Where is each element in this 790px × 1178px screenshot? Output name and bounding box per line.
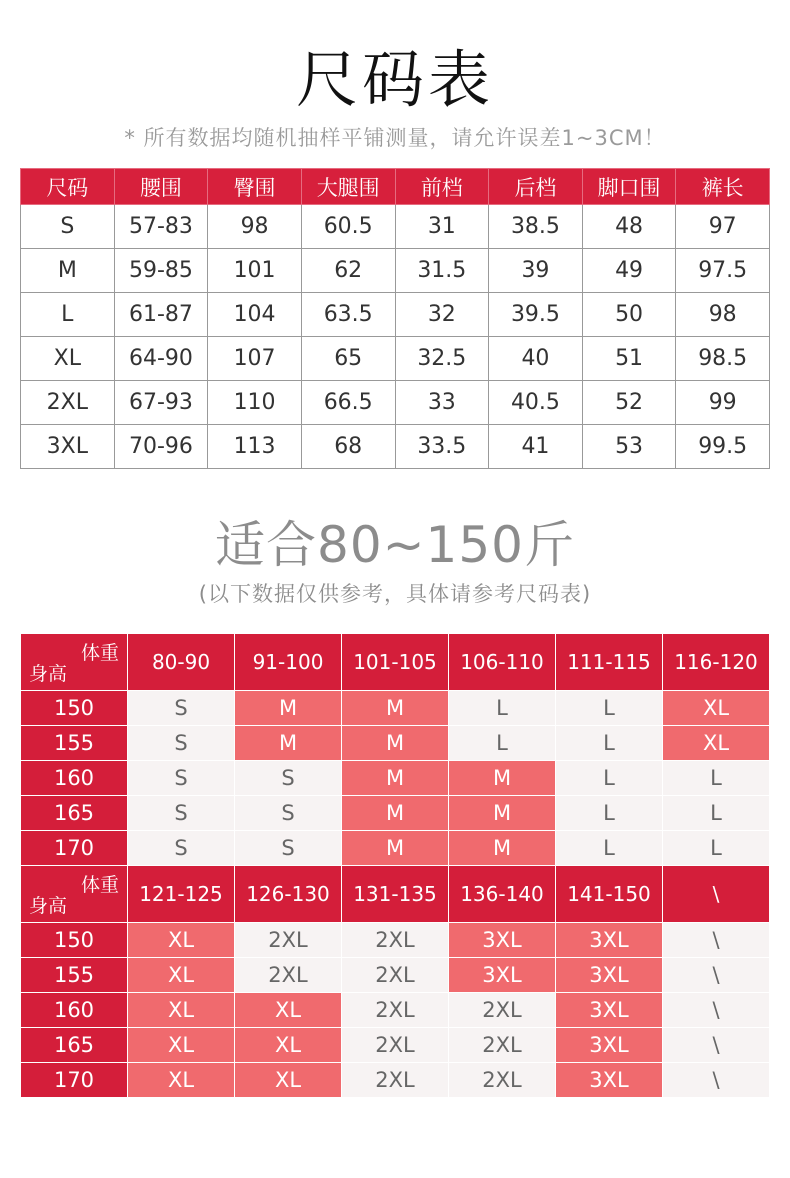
weight-header-row [21, 866, 770, 923]
height-cell: 170 [21, 831, 128, 866]
size-value-cell: 60.5 [301, 205, 395, 249]
size-row [21, 293, 770, 337]
size-value-cell: 40.5 [489, 381, 583, 425]
recommended-size-cell: 3XL [556, 1028, 663, 1063]
size-value-cell: 33.5 [395, 425, 489, 469]
size-label-cell: S [21, 205, 115, 249]
recommended-size-cell: \ [663, 1063, 770, 1098]
recommended-size-cell: 2XL [449, 1028, 556, 1063]
size-chart-header-row [21, 169, 770, 205]
height-row [21, 958, 770, 993]
recommended-size-cell: S [128, 796, 235, 831]
size-value-cell: 33 [395, 381, 489, 425]
size-value-cell: 98.5 [676, 337, 770, 381]
weight-range-header: 111-115 [556, 634, 663, 691]
recommended-size-cell: \ [663, 1028, 770, 1063]
size-value-cell: 61-87 [114, 293, 208, 337]
recommended-size-cell: 2XL [235, 923, 342, 958]
height-axis-label: 身高 [29, 663, 68, 685]
recommended-size-cell: 2XL [342, 1028, 449, 1063]
recommended-size-cell: 3XL [556, 923, 663, 958]
recommended-size-cell: XL [128, 993, 235, 1028]
recommended-size-cell: S [128, 726, 235, 761]
recommended-size-cell: S [128, 831, 235, 866]
weight-axis-label: 体重 [80, 642, 119, 664]
recommended-size-cell: S [235, 796, 342, 831]
header-cell: 臀围 [208, 169, 302, 205]
recommended-size-cell: XL [663, 691, 770, 726]
size-value-cell: 48 [582, 205, 676, 249]
size-value-cell: 67-93 [114, 381, 208, 425]
measurement-note: * 所有数据均随机抽样平铺测量，请允许误差1~3CM！ [124, 126, 666, 150]
size-chart-body [21, 205, 770, 469]
recommended-size-cell: L [556, 726, 663, 761]
height-row [21, 923, 770, 958]
header-cell: 裤长 [676, 169, 770, 205]
weight-range-header: 91-100 [235, 634, 342, 691]
recommended-size-cell: M [342, 691, 449, 726]
size-row [21, 381, 770, 425]
size-value-cell: 62 [301, 249, 395, 293]
size-value-cell: 68 [301, 425, 395, 469]
header-cell: 大腿围 [301, 169, 395, 205]
size-label-cell: M [21, 249, 115, 293]
size-value-cell: 39 [489, 249, 583, 293]
height-row [21, 831, 770, 866]
recommended-size-cell: 2XL [449, 993, 556, 1028]
size-value-cell: 39.5 [489, 293, 583, 337]
height-cell: 150 [21, 923, 128, 958]
height-row [21, 761, 770, 796]
recommendation-table [20, 633, 770, 1098]
size-value-cell: 38.5 [489, 205, 583, 249]
recommended-size-cell: \ [663, 958, 770, 993]
weight-range-headline: 适合80~150斤 [215, 516, 575, 574]
size-value-cell: 66.5 [301, 381, 395, 425]
size-value-cell: 51 [582, 337, 676, 381]
recommendation-body [21, 634, 770, 1098]
height-axis-label: 身高 [29, 895, 68, 917]
size-value-cell: 52 [582, 381, 676, 425]
recommended-size-cell: M [449, 796, 556, 831]
height-cell: 170 [21, 1063, 128, 1098]
recommended-size-cell: L [556, 831, 663, 866]
size-value-cell: 99.5 [676, 425, 770, 469]
size-value-cell: 63.5 [301, 293, 395, 337]
size-row [21, 337, 770, 381]
recommended-size-cell: L [663, 831, 770, 866]
recommended-size-cell: L [449, 726, 556, 761]
weight-axis-label: 体重 [80, 874, 119, 896]
size-label-cell: XL [21, 337, 115, 381]
recommended-size-cell: M [449, 831, 556, 866]
height-cell: 160 [21, 993, 128, 1028]
size-label-cell: 2XL [21, 381, 115, 425]
recommended-size-cell: 3XL [449, 923, 556, 958]
recommended-size-cell: S [235, 831, 342, 866]
header-cell: 后档 [489, 169, 583, 205]
height-row [21, 726, 770, 761]
weight-range-header: 131-135 [342, 866, 449, 923]
recommended-size-cell: 3XL [556, 958, 663, 993]
weight-range-header: 141-150 [556, 866, 663, 923]
recommended-size-cell: XL [128, 923, 235, 958]
size-chart-table [20, 168, 770, 469]
recommended-size-cell: L [663, 761, 770, 796]
recommended-size-cell: XL [128, 1028, 235, 1063]
recommended-size-cell: XL [128, 1063, 235, 1098]
size-value-cell: 41 [489, 425, 583, 469]
weight-range-header: 126-130 [235, 866, 342, 923]
size-value-cell: 32.5 [395, 337, 489, 381]
reference-note: (以下数据仅供参考，具体请参考尺码表) [198, 582, 592, 606]
weight-range-header: \ [663, 866, 770, 923]
recommended-size-cell: XL [235, 1063, 342, 1098]
weight-range-header: 106-110 [449, 634, 556, 691]
height-cell: 165 [21, 1028, 128, 1063]
recommended-size-cell: L [556, 761, 663, 796]
height-cell: 150 [21, 691, 128, 726]
recommended-size-cell: XL [235, 993, 342, 1028]
recommended-size-cell: L [663, 796, 770, 831]
header-cell: 尺码 [21, 169, 115, 205]
weight-range-header: 80-90 [128, 634, 235, 691]
size-value-cell: 107 [208, 337, 302, 381]
size-row [21, 249, 770, 293]
recommended-size-cell: L [449, 691, 556, 726]
recommended-size-cell: M [235, 691, 342, 726]
height-cell: 155 [21, 958, 128, 993]
recommended-size-cell: 2XL [342, 1063, 449, 1098]
height-cell: 165 [21, 796, 128, 831]
header-cell: 腰围 [114, 169, 208, 205]
recommended-size-cell: L [556, 796, 663, 831]
weight-range-header: 121-125 [128, 866, 235, 923]
height-row [21, 1028, 770, 1063]
size-value-cell: 98 [676, 293, 770, 337]
recommended-size-cell: 2XL [235, 958, 342, 993]
size-value-cell: 70-96 [114, 425, 208, 469]
size-value-cell: 104 [208, 293, 302, 337]
recommended-size-cell: 3XL [556, 993, 663, 1028]
size-row [21, 205, 770, 249]
size-value-cell: 97 [676, 205, 770, 249]
size-value-cell: 99 [676, 381, 770, 425]
recommended-size-cell: M [235, 726, 342, 761]
height-row [21, 691, 770, 726]
size-row [21, 425, 770, 469]
recommended-size-cell: 2XL [449, 1063, 556, 1098]
recommended-size-cell: M [342, 796, 449, 831]
recommended-size-cell: 2XL [342, 958, 449, 993]
page-title: 尺码表 [295, 43, 494, 116]
header-cell: 脚口围 [582, 169, 676, 205]
recommended-size-cell: XL [235, 1028, 342, 1063]
recommended-size-cell: 2XL [342, 993, 449, 1028]
recommended-size-cell: 2XL [342, 923, 449, 958]
height-row [21, 1063, 770, 1098]
weight-range-header: 116-120 [663, 634, 770, 691]
size-value-cell: 31.5 [395, 249, 489, 293]
size-label-cell: L [21, 293, 115, 337]
size-value-cell: 59-85 [114, 249, 208, 293]
height-cell: 155 [21, 726, 128, 761]
height-row [21, 796, 770, 831]
height-row [21, 993, 770, 1028]
recommended-size-cell: XL [128, 958, 235, 993]
size-value-cell: 49 [582, 249, 676, 293]
recommended-size-cell: S [128, 691, 235, 726]
size-value-cell: 64-90 [114, 337, 208, 381]
recommended-size-cell: S [235, 761, 342, 796]
recommended-size-cell: S [128, 761, 235, 796]
size-value-cell: 110 [208, 381, 302, 425]
weight-range-header: 101-105 [342, 634, 449, 691]
size-value-cell: 101 [208, 249, 302, 293]
size-value-cell: 97.5 [676, 249, 770, 293]
recommended-size-cell: 3XL [556, 1063, 663, 1098]
weight-header-row [21, 634, 770, 691]
size-label-cell: 3XL [21, 425, 115, 469]
size-value-cell: 31 [395, 205, 489, 249]
recommended-size-cell: \ [663, 993, 770, 1028]
size-value-cell: 53 [582, 425, 676, 469]
recommended-size-cell: M [342, 726, 449, 761]
size-value-cell: 98 [208, 205, 302, 249]
size-value-cell: 40 [489, 337, 583, 381]
header-cell: 前档 [395, 169, 489, 205]
size-value-cell: 57-83 [114, 205, 208, 249]
recommended-size-cell: \ [663, 923, 770, 958]
recommended-size-cell: XL [663, 726, 770, 761]
height-weight-corner-cell [21, 634, 128, 691]
size-value-cell: 113 [208, 425, 302, 469]
weight-range-header: 136-140 [449, 866, 556, 923]
recommended-size-cell: M [342, 831, 449, 866]
recommended-size-cell: L [556, 691, 663, 726]
height-cell: 160 [21, 761, 128, 796]
height-weight-corner-cell [21, 866, 128, 923]
size-value-cell: 50 [582, 293, 676, 337]
recommended-size-cell: 3XL [449, 958, 556, 993]
recommended-size-cell: M [449, 761, 556, 796]
size-value-cell: 65 [301, 337, 395, 381]
size-value-cell: 32 [395, 293, 489, 337]
recommended-size-cell: M [342, 761, 449, 796]
